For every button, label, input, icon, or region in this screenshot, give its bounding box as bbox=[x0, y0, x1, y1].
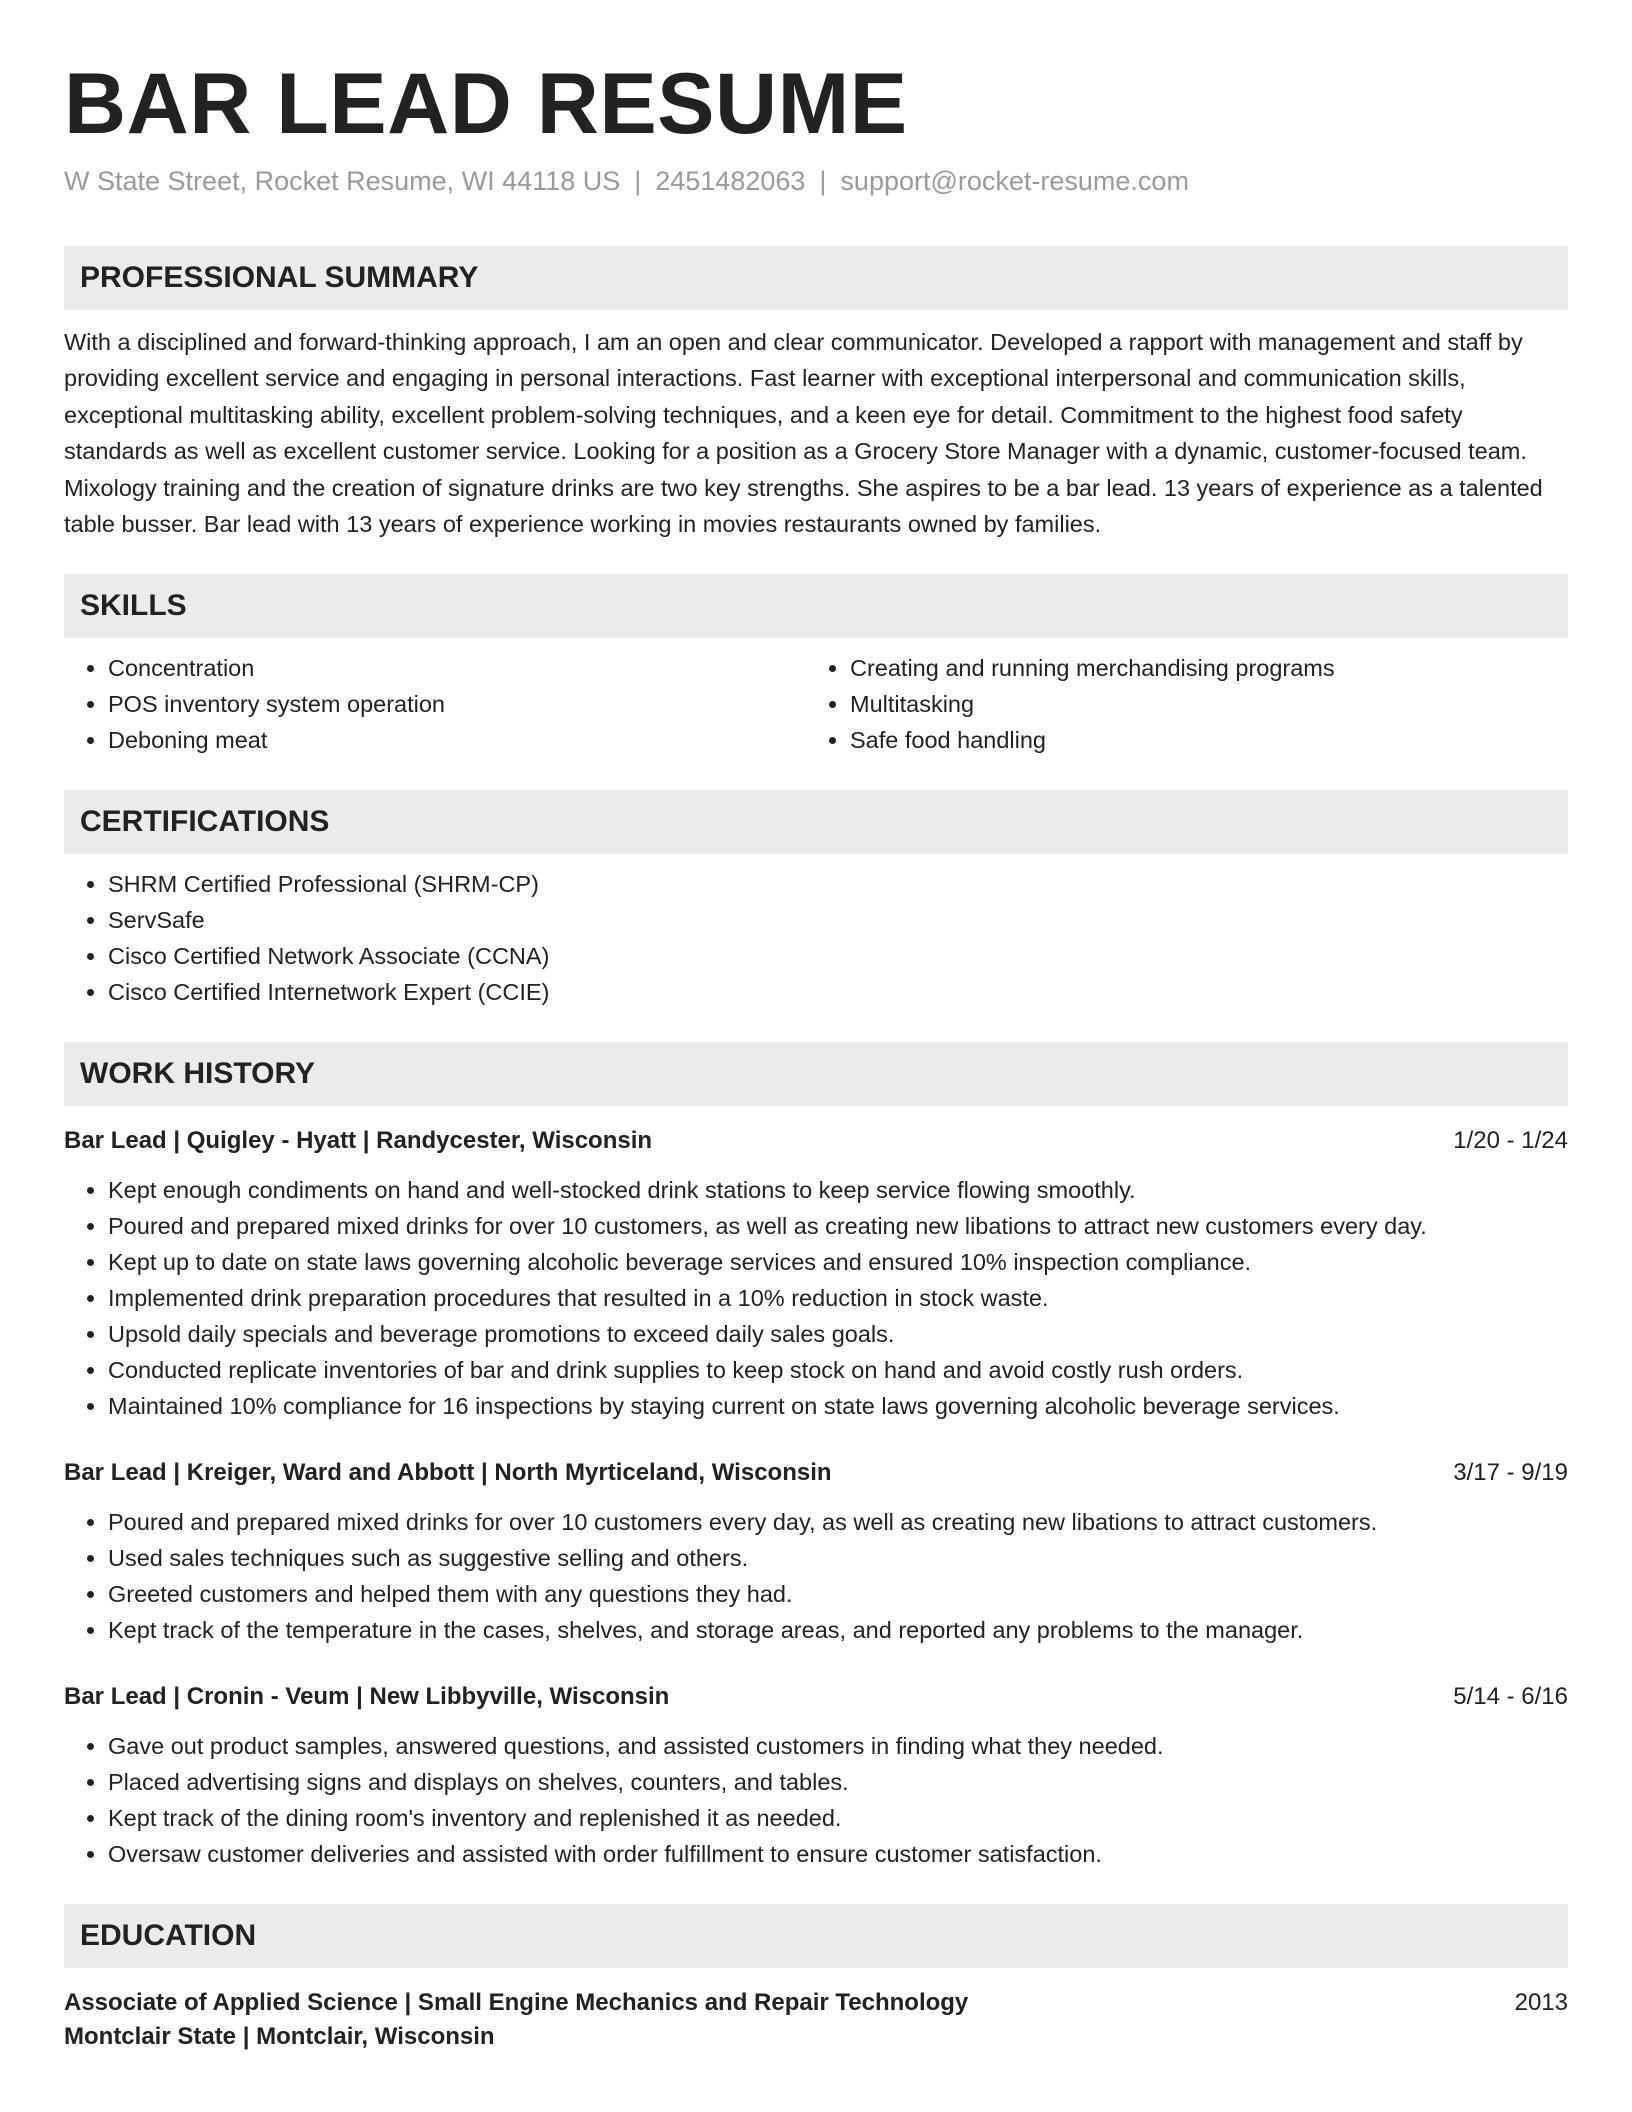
contact-email: support@rocket-resume.com bbox=[840, 166, 1189, 196]
job-bullets bbox=[64, 1728, 1568, 1872]
certification-item: • ServSafe bbox=[108, 902, 1568, 938]
certification-item: • Cisco Certified Network Associate (CCNA) bbox=[108, 938, 1568, 974]
section-heading-work-history: WORK HISTORY bbox=[64, 1042, 1568, 1106]
job-bullet: • Kept track of the dining room's inventory and replenished it as needed. bbox=[108, 1800, 1568, 1836]
skill-item: • Deboning meat bbox=[108, 722, 806, 758]
job-dates: 1/20 - 1/24 bbox=[1453, 1127, 1568, 1155]
job-bullet: • Greeted customers and helped them with any questions they had. bbox=[108, 1576, 1568, 1612]
contact-address: W State Street, Rocket Resume, WI 44118 US bbox=[64, 166, 621, 196]
contact-phone: 2451482063 bbox=[655, 166, 806, 196]
job-header bbox=[64, 1680, 1568, 1714]
contact-separator: | bbox=[819, 166, 827, 196]
job-entry bbox=[64, 1456, 1568, 1648]
education-school: Montclair State | Montclair, Wisconsin bbox=[64, 2023, 495, 2051]
section-heading-education: EDUCATION bbox=[64, 1904, 1568, 1968]
education-year: 2013 bbox=[1514, 1989, 1568, 2017]
job-entry bbox=[64, 1124, 1568, 1424]
job-bullet: • Upsold daily specials and beverage promotions to exceed daily sales goals. bbox=[108, 1316, 1568, 1352]
skills-column-right bbox=[806, 650, 1548, 758]
job-bullets bbox=[64, 1504, 1568, 1648]
job-bullet: • Oversaw customer deliveries and assisted with order fulfillment to ensure customer satisfaction. bbox=[108, 1836, 1568, 1872]
job-bullet: • Conducted replicate inventories of bar and drink supplies to keep stock on hand and avoid costly rush orders. bbox=[108, 1352, 1568, 1388]
skill-item: • POS inventory system operation bbox=[108, 686, 806, 722]
job-dates: 3/17 - 9/19 bbox=[1453, 1459, 1568, 1487]
job-bullet: • Poured and prepared mixed drinks for over 10 customers, as well as creating new libations to attract new customers every day. bbox=[108, 1208, 1568, 1244]
section-heading-certifications: CERTIFICATIONS bbox=[64, 790, 1568, 854]
education-degree: Associate of Applied Science | Small Engine Mechanics and Repair Technology bbox=[64, 1989, 969, 2017]
job-bullets bbox=[64, 1172, 1568, 1424]
job-dates: 5/14 - 6/16 bbox=[1453, 1683, 1568, 1711]
skill-item: • Safe food handling bbox=[850, 722, 1548, 758]
summary-text: With a disciplined and forward-thinking approach, I am an open and clear communicator. Developed a rapport with management and staff by providing excellent service and engaging in personal interactions. Fast learner with exceptional interpersonal and communication skills, exceptional multitasking ability, excellent problem-solving techniques, and a keen eye for detail. Commitment to the highest food safety standards as well as excellent customer service. Looking for a position as a Grocery Store Manager with a dynamic, customer-focused team. Mixology training and the creation of signature drinks are two key strengths. She aspires to be a bar lead. 13 years of experience as a talented table busser. Bar lead with 13 years of experience working in movies restaurants owned by families. bbox=[64, 329, 1543, 538]
job-title: Bar Lead | Cronin - Veum | New Libbyville, Wisconsin bbox=[64, 1683, 670, 1711]
job-title: Bar Lead | Quigley - Hyatt | Randycester, Wisconsin bbox=[64, 1127, 653, 1155]
skills-column-left bbox=[64, 650, 806, 758]
job-bullet: • Placed advertising signs and displays on shelves, counters, and tables. bbox=[108, 1764, 1568, 1800]
contact-separator: | bbox=[634, 166, 642, 196]
education-header bbox=[64, 1986, 1568, 2020]
job-bullet: • Kept track of the temperature in the cases, shelves, and storage areas, and reported any problems to the manager. bbox=[108, 1612, 1568, 1648]
job-title: Bar Lead | Kreiger, Ward and Abbott | North Myrticeland, Wisconsin bbox=[64, 1459, 832, 1487]
section-heading-summary: PROFESSIONAL SUMMARY bbox=[64, 246, 1568, 310]
skills-grid bbox=[64, 650, 1568, 758]
certifications-list bbox=[64, 866, 1568, 1010]
resume-page bbox=[64, 0, 1568, 2054]
job-header bbox=[64, 1456, 1568, 1490]
job-header bbox=[64, 1124, 1568, 1158]
job-bullet: • Kept up to date on state laws governing alcoholic beverage services and ensured 10% inspection compliance. bbox=[108, 1244, 1568, 1280]
resume-title: BAR LEAD RESUME bbox=[64, 56, 908, 152]
contact-line bbox=[64, 164, 1568, 198]
section-heading-skills: SKILLS bbox=[64, 574, 1568, 638]
job-bullet: • Maintained 10% compliance for 16 inspections by staying current on state laws governing alcoholic beverage services. bbox=[108, 1388, 1568, 1424]
skill-item: • Creating and running merchandising programs bbox=[850, 650, 1548, 686]
certification-item: • Cisco Certified Internetwork Expert (CCIE) bbox=[108, 974, 1568, 1010]
education-entry bbox=[64, 1986, 1568, 2054]
skill-item: • Concentration bbox=[108, 650, 806, 686]
job-bullet: • Poured and prepared mixed drinks for over 10 customers every day, as well as creating new libations to attract customers. bbox=[108, 1504, 1568, 1540]
skill-item: • Multitasking bbox=[850, 686, 1548, 722]
job-entry bbox=[64, 1680, 1568, 1872]
certification-item: • SHRM Certified Professional (SHRM-CP) bbox=[108, 866, 1568, 902]
job-bullet: • Used sales techniques such as suggestive selling and others. bbox=[108, 1540, 1568, 1576]
job-bullet: • Kept enough condiments on hand and well-stocked drink stations to keep service flowing smoothly. bbox=[108, 1172, 1568, 1208]
job-bullet: • Implemented drink preparation procedures that resulted in a 10% reduction in stock waste. bbox=[108, 1280, 1568, 1316]
job-bullet: • Gave out product samples, answered questions, and assisted customers in finding what they needed. bbox=[108, 1728, 1568, 1764]
